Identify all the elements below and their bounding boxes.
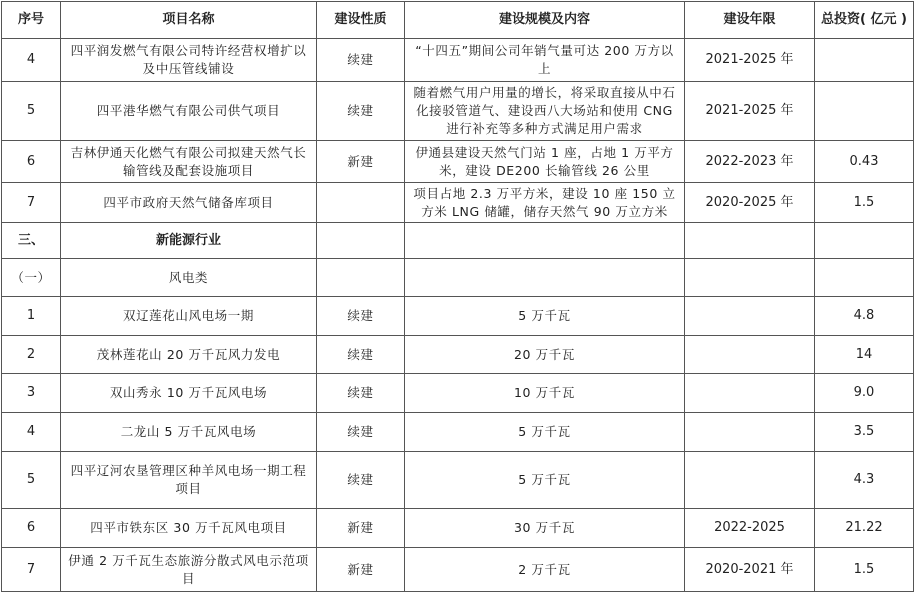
- cell-seq: 三、: [2, 223, 61, 259]
- cell-nature: 续建: [317, 336, 405, 374]
- table-row: [2, 183, 914, 223]
- cell-investment: [815, 82, 914, 141]
- cell-investment: 1.5: [815, 548, 914, 592]
- cell-seq: 2: [2, 336, 61, 374]
- cell-seq: 1: [2, 297, 61, 336]
- cell-investment: 9.0: [815, 374, 914, 413]
- cell-investment: 4.8: [815, 297, 914, 336]
- cell-scale: 5 万千瓦: [405, 297, 685, 336]
- cell-name: 双辽莲花山风电场一期: [61, 297, 317, 336]
- cell-scale: 20 万千瓦: [405, 336, 685, 374]
- cell-investment: [815, 259, 914, 297]
- cell-seq: 4: [2, 413, 61, 452]
- cell-scale: [405, 223, 685, 259]
- cell-name: 四平辽河农垦管理区种羊风电场一期工程项目: [61, 452, 317, 509]
- cell-nature: 续建: [317, 82, 405, 141]
- table-row: [2, 413, 914, 452]
- cell-scale: “十四五”期间公司年销气量可达 200 万方以上: [405, 39, 685, 82]
- cell-investment: 21.22: [815, 509, 914, 548]
- cell-investment: 4.3: [815, 452, 914, 509]
- cell-seq: 3: [2, 374, 61, 413]
- cell-seq: 7: [2, 183, 61, 223]
- cell-nature: [317, 259, 405, 297]
- table-row: [2, 452, 914, 509]
- table-row: [2, 141, 914, 183]
- cell-period: 2022-2025: [685, 509, 815, 548]
- cell-period: [685, 374, 815, 413]
- table-row: [2, 509, 914, 548]
- cell-investment: 1.5: [815, 183, 914, 223]
- cell-period: 2021-2025 年: [685, 39, 815, 82]
- cell-name: 四平港华燃气有限公司供气项目: [61, 82, 317, 141]
- table-row: [2, 548, 914, 592]
- cell-nature: [317, 183, 405, 223]
- cell-seq: 5: [2, 82, 61, 141]
- cell-nature: 新建: [317, 548, 405, 592]
- cell-name: 四平润发燃气有限公司特许经营权增扩以及中压管线铺设: [61, 39, 317, 82]
- cell-scale: 2 万千瓦: [405, 548, 685, 592]
- cell-nature: 新建: [317, 509, 405, 548]
- cell-investment: 0.43: [815, 141, 914, 183]
- cell-nature: 续建: [317, 413, 405, 452]
- cell-investment: 3.5: [815, 413, 914, 452]
- header-seq: 序号: [2, 2, 61, 39]
- cell-name: 风电类: [61, 259, 317, 297]
- cell-nature: 新建: [317, 141, 405, 183]
- cell-name: 四平市铁东区 30 万千瓦风电项目: [61, 509, 317, 548]
- cell-scale: 5 万千瓦: [405, 413, 685, 452]
- cell-name: 四平市政府天然气储备库项目: [61, 183, 317, 223]
- cell-name: 茂林莲花山 20 万千瓦风力发电: [61, 336, 317, 374]
- cell-period: [685, 297, 815, 336]
- cell-period: 2021-2025 年: [685, 82, 815, 141]
- cell-nature: [317, 223, 405, 259]
- cell-period: [685, 336, 815, 374]
- cell-seq: （一）: [2, 259, 61, 297]
- cell-nature: 续建: [317, 374, 405, 413]
- cell-seq: 6: [2, 509, 61, 548]
- header-period: 建设年限: [685, 2, 815, 39]
- table-row: [2, 297, 914, 336]
- cell-investment: 14: [815, 336, 914, 374]
- cell-name: 双山秀永 10 万千瓦风电场: [61, 374, 317, 413]
- cell-scale: 伊通县建设天然气门站 1 座，占地 1 万平方米，建设 DE200 长输管线 26 公里: [405, 141, 685, 183]
- cell-scale: 30 万千瓦: [405, 509, 685, 548]
- cell-name: 伊通 2 万千瓦生态旅游分散式风电示范项目: [61, 548, 317, 592]
- cell-scale: 项目占地 2.3 万平方米，建设 10 座 150 立方米 LNG 储罐，储存天然气 90 万立方米: [405, 183, 685, 223]
- cell-period: [685, 223, 815, 259]
- cell-name: 新能源行业: [61, 223, 317, 259]
- table-row: [2, 336, 914, 374]
- cell-period: [685, 259, 815, 297]
- cell-period: 2022-2023 年: [685, 141, 815, 183]
- header-investment: 总投资( 亿元 ): [815, 2, 914, 39]
- project-table: [1, 1, 914, 592]
- cell-name: 吉林伊通天化燃气有限公司拟建天然气长输管线及配套设施项目: [61, 141, 317, 183]
- cell-nature: 续建: [317, 39, 405, 82]
- header-nature: 建设性质: [317, 2, 405, 39]
- cell-scale: 随着燃气用户用量的增长，将采取直接从中石化接驳管道气、建设西八大场站和使用 CNG 进行补充等多种方式满足用户需求: [405, 82, 685, 141]
- cell-seq: 4: [2, 39, 61, 82]
- cell-nature: 续建: [317, 452, 405, 509]
- subsection-row: [2, 259, 914, 297]
- cell-investment: [815, 223, 914, 259]
- cell-period: 2020-2025 年: [685, 183, 815, 223]
- cell-seq: 6: [2, 141, 61, 183]
- cell-seq: 7: [2, 548, 61, 592]
- cell-period: [685, 413, 815, 452]
- table-row: [2, 374, 914, 413]
- table-header-row: [2, 2, 914, 39]
- cell-name: 二龙山 5 万千瓦风电场: [61, 413, 317, 452]
- cell-seq: 5: [2, 452, 61, 509]
- cell-scale: 10 万千瓦: [405, 374, 685, 413]
- cell-investment: [815, 39, 914, 82]
- cell-period: [685, 452, 815, 509]
- header-scale: 建设规模及内容: [405, 2, 685, 39]
- section-row: [2, 223, 914, 259]
- header-name: 项目名称: [61, 2, 317, 39]
- cell-scale: 5 万千瓦: [405, 452, 685, 509]
- cell-nature: 续建: [317, 297, 405, 336]
- table-row: [2, 82, 914, 141]
- table-row: [2, 39, 914, 82]
- cell-scale: [405, 259, 685, 297]
- cell-period: 2020-2021 年: [685, 548, 815, 592]
